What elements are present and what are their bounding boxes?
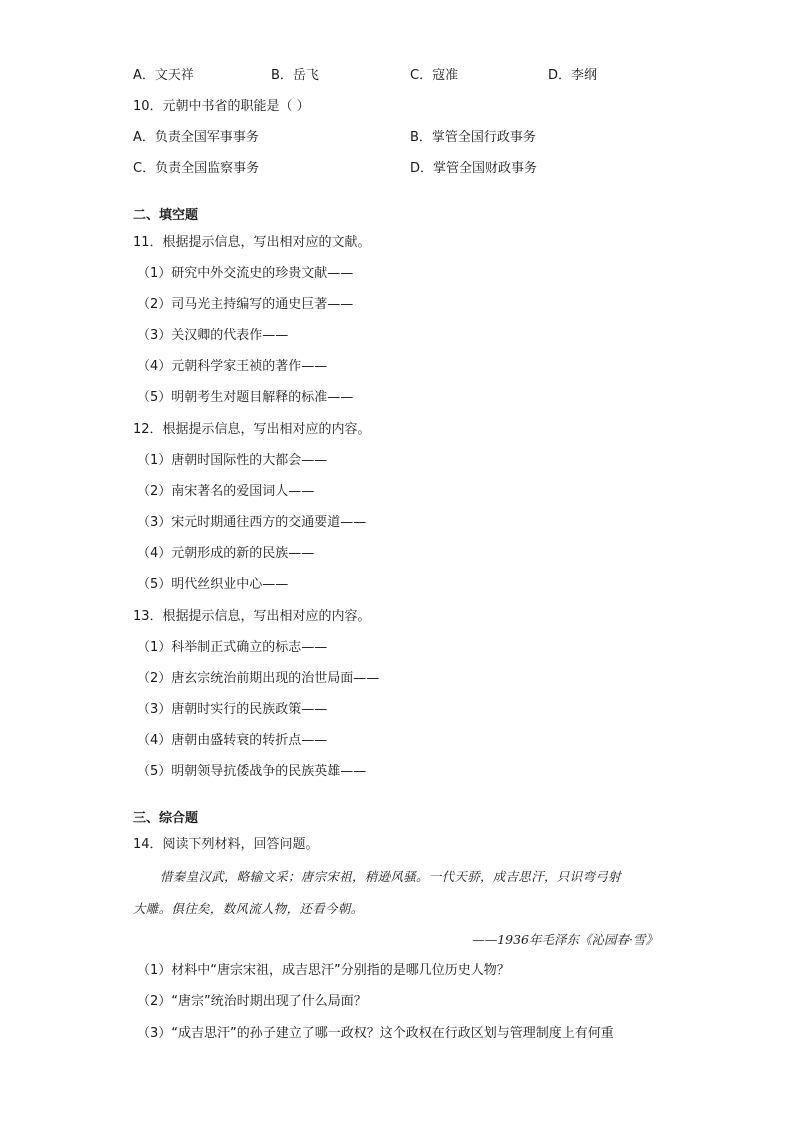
q9-option-d: D．李纲 xyxy=(548,68,598,83)
q12-stem: 12．根据提示信息，写出相对应的内容。 xyxy=(133,422,371,437)
q11-item: （2）司马光主持编写的通史巨著—— xyxy=(137,297,354,312)
q10-option-a: A．负责全国军事事务 xyxy=(133,130,259,145)
q12-item: （3）宋元时期通往西方的交通要道—— xyxy=(137,515,367,530)
q10-option-c: C．负责全国监察事务 xyxy=(133,161,260,176)
q11-item: （4）元朝科学家王祯的著作—— xyxy=(137,359,328,374)
q9-option-a: A．文天祥 xyxy=(133,68,194,83)
section-title-comprehensive: 三、综合题 xyxy=(133,811,199,826)
q11-item: （1）研究中外交流史的珍贵文献—— xyxy=(137,266,354,281)
q10-option-b: B．掌管全国行政事务 xyxy=(410,130,536,145)
q14-poem-line-2: 大雕。俱往矣，数风流人物，还看今朝。 xyxy=(133,901,364,916)
q13-stem: 13．根据提示信息，写出相对应的内容。 xyxy=(133,609,371,624)
q12-item: （2）南宋著名的爱国词人—— xyxy=(137,484,315,499)
q13-item: （1）科举制正式确立的标志—— xyxy=(137,640,328,655)
q10-stem: 10．元朝中书省的职能是（ ） xyxy=(133,99,310,114)
q14-question: （1）材料中“唐宗宋祖，成吉思汗”分别指的是哪几位历史人物？ xyxy=(137,963,510,978)
q14-stem: 14．阅读下列材料，回答问题。 xyxy=(133,837,319,852)
q13-item: （4）唐朝由盛转衰的转折点—— xyxy=(137,733,328,748)
q9-option-b: B．岳飞 xyxy=(271,68,319,83)
q9-option-c: C．寇准 xyxy=(410,68,459,83)
q13-item: （2）唐玄宗统治前期出现的治世局面—— xyxy=(137,671,380,686)
q13-item: （5）明朝领导抗倭战争的民族英雄—— xyxy=(137,764,367,779)
q11-item: （3）关汉卿的代表作—— xyxy=(137,328,289,343)
q11-stem: 11．根据提示信息，写出相对应的文献。 xyxy=(133,235,371,250)
q14-question: （2）“唐宗”统治时期出现了什么局面？ xyxy=(137,994,367,1009)
q14-attribution: ——1936年毛泽东《沁园春·雪》 xyxy=(472,932,658,947)
q13-item: （3）唐朝时实行的民族政策—— xyxy=(137,702,328,717)
q12-item: （1）唐朝时国际性的大都会—— xyxy=(137,453,328,468)
q14-poem-line-1: 惜秦皇汉武，略输文采；唐宗宋祖，稍逊风骚。一代天骄，成吉思汗，只识弯弓射 xyxy=(160,869,621,884)
q10-option-d: D．掌管全国财政事务 xyxy=(410,161,538,176)
section-title-fill-in: 二、填空题 xyxy=(133,208,199,223)
q12-item: （5）明代丝织业中心—— xyxy=(137,577,289,592)
q11-item: （5）明朝考生对题目解释的标准—— xyxy=(137,390,354,405)
q14-question: （3）“成吉思汗”的孙子建立了哪一政权？这个政权在行政区划与管理制度上有何重 xyxy=(137,1026,614,1041)
q12-item: （4）元朝形成的新的民族—— xyxy=(137,546,315,561)
